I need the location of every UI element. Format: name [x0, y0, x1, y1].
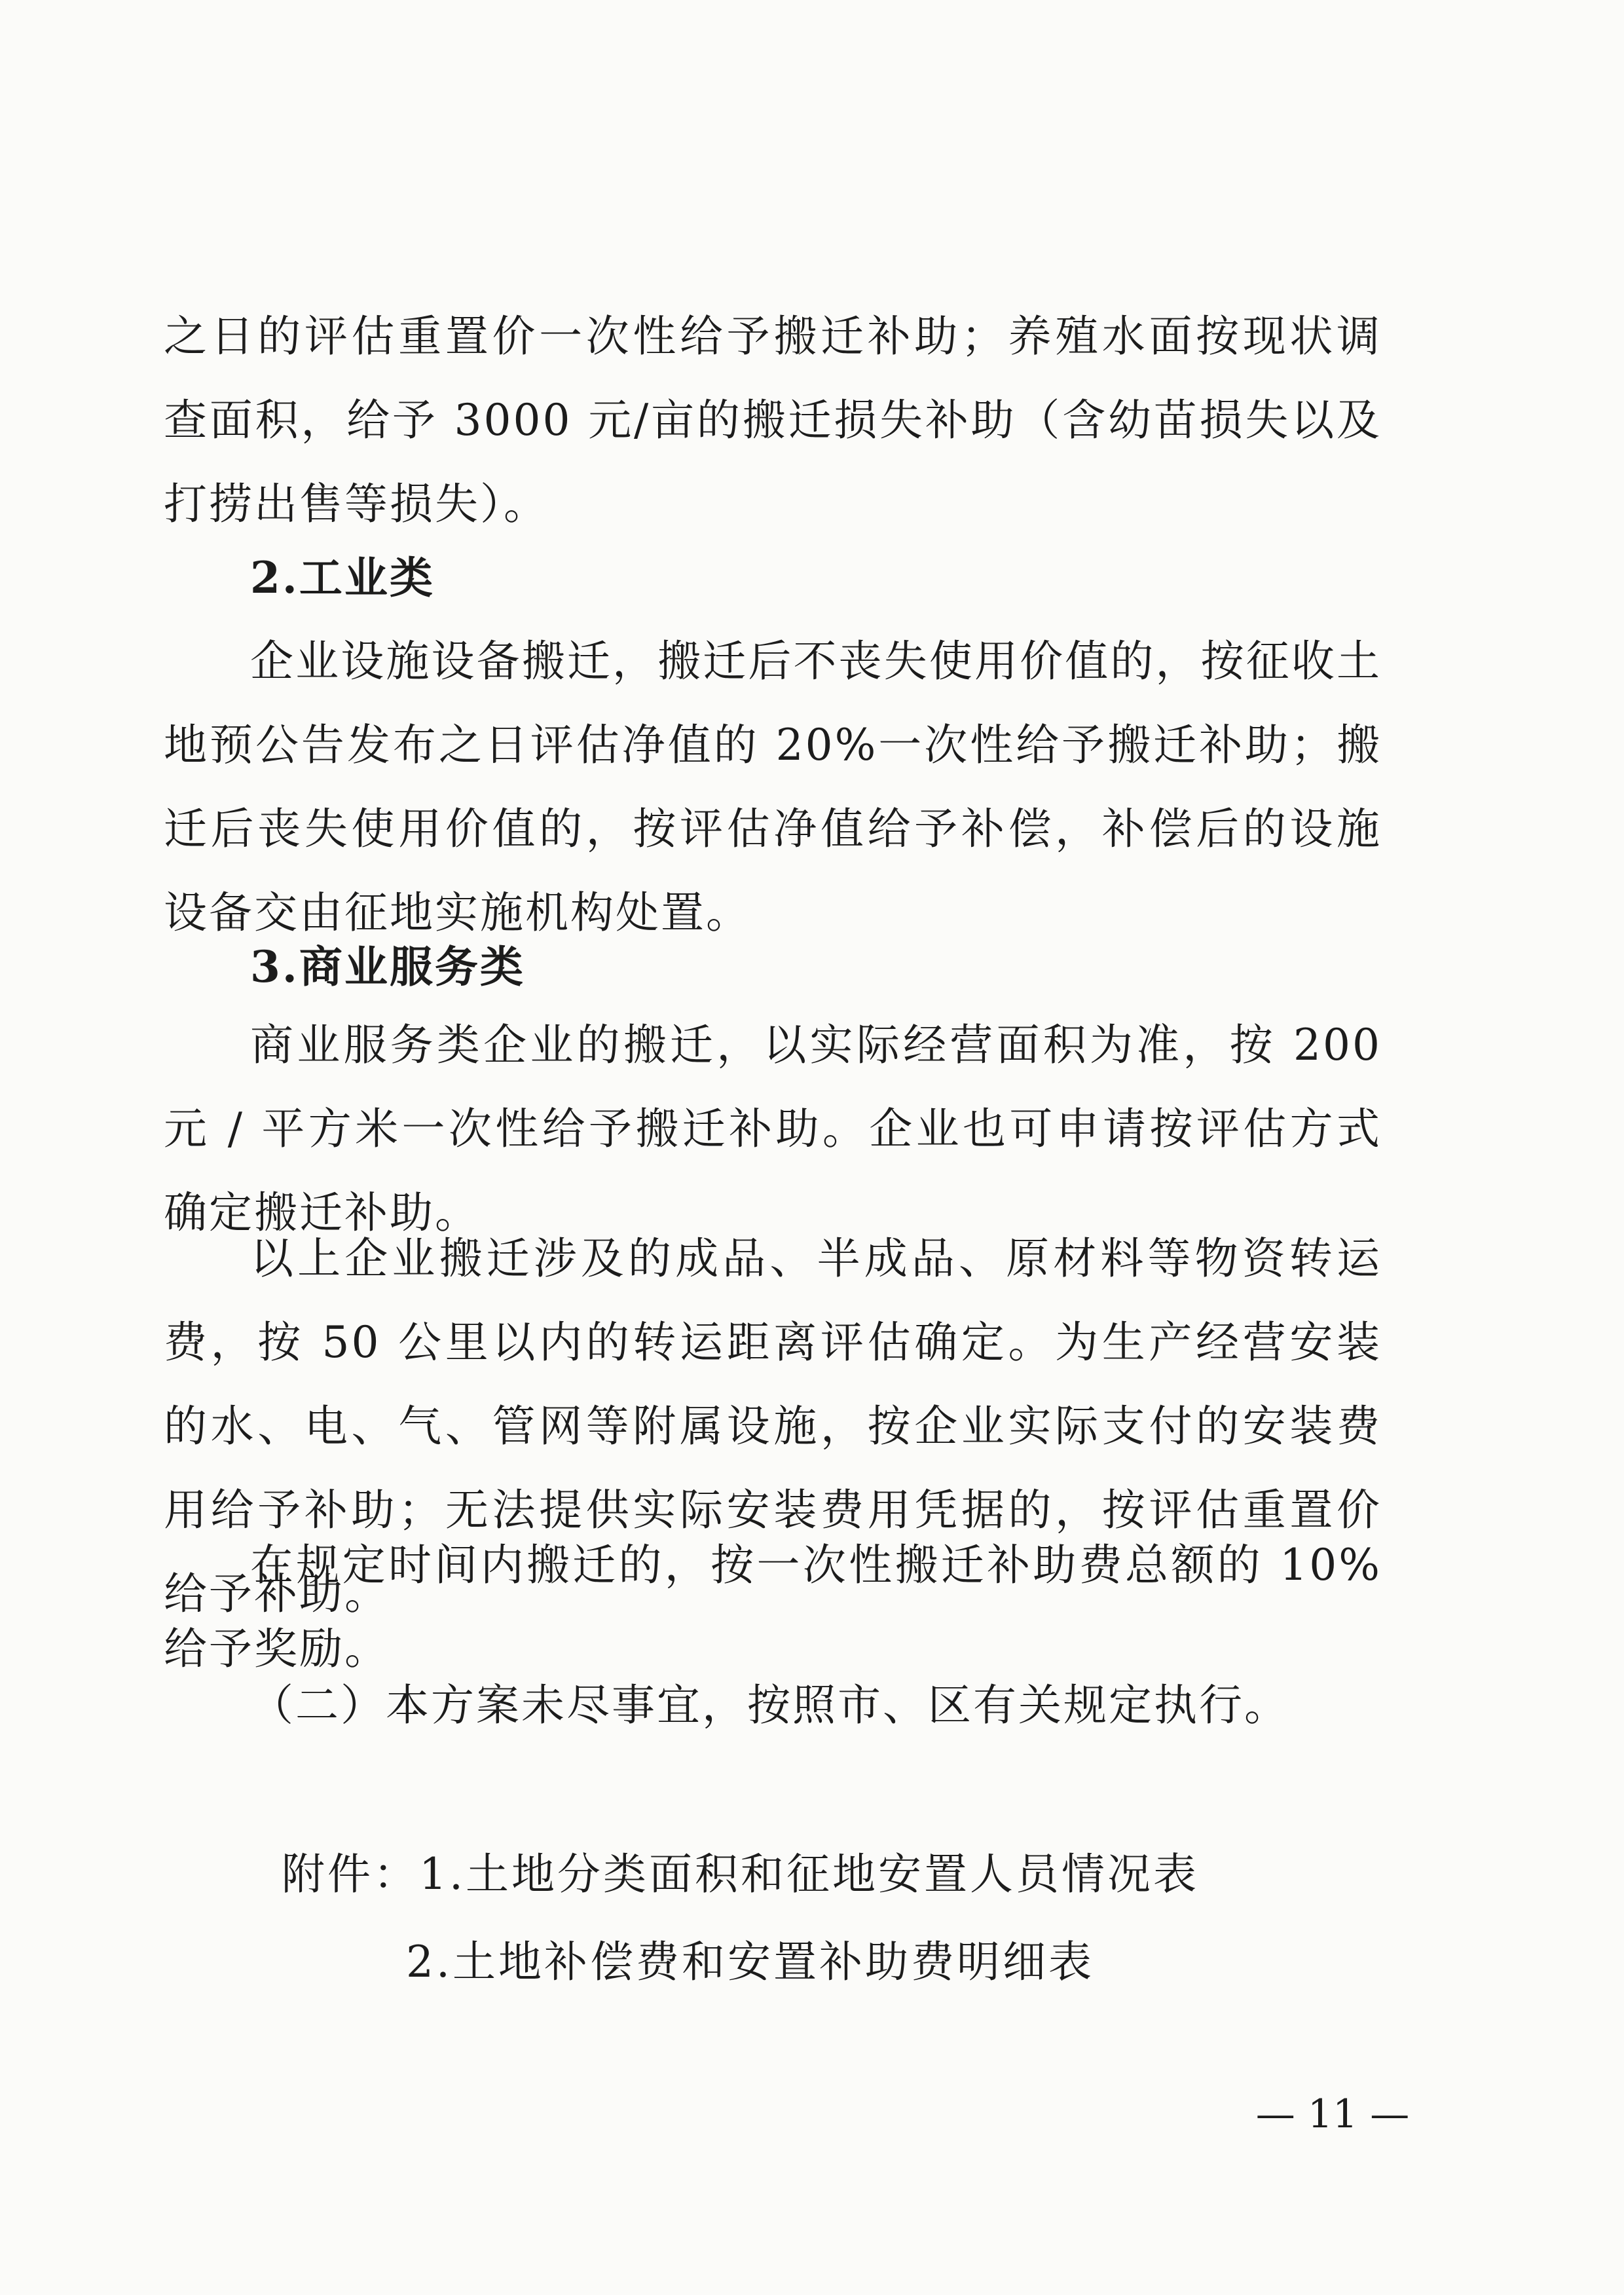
paragraph-2: 企业设施设备搬迁，搬迁后不丧失使用价值的，按征收土地预公告发布之日评估净值的 20%一次性给予搬迁补助；搬迁后丧失使用价值的，按评估净值给予补偿，补偿后的设施设备交由征地实施机构处置。 — [164, 636, 1382, 938]
attachment-item-1: 1.土地分类面积和征地安置人员情况表 — [419, 1849, 1199, 1899]
paragraph-4: 以上企业搬迁涉及的成品、半成品、原材料等物资转运费，按 50 公里以内的转运距离评估确定。为生产经营安装的水、电、气、管网等附属设施，按企业实际支付的安装费用给予补助；无法提供实际安装费用凭据的，按评估重置价给予补助。 — [164, 1233, 1382, 1619]
paragraph-3: 商业服务类企业的搬迁，以实际经营面积为准，按 200 元 / 平方米一次性给予搬迁补助。企业也可申请按评估方式确定搬迁补助。 — [164, 1020, 1382, 1238]
paragraph-6: （二）本方案未尽事宜，按照市、区有关规定执行。 — [250, 1680, 1289, 1730]
heading-commercial: 3.商业服务类 — [250, 941, 525, 992]
page-number: — 11 — — [1255, 2091, 1410, 2137]
paragraph-5: 在规定时间内搬迁的，按一次性搬迁补助费总额的 10%给予奖励。 — [164, 1540, 1382, 1674]
attachment-line-1 — [282, 1833, 1199, 1916]
heading-industrial: 2.工业类 — [250, 552, 435, 603]
paragraph-1: 之日的评估重置价一次性给予搬迁补助；养殖水面按现状调查面积，给予 3000 元/亩的搬迁损失补助（含幼苗损失以及打捞出售等损失）。 — [164, 311, 1382, 529]
attachment-item-2: 2.土地补偿费和安置补助费明细表 — [406, 1937, 1094, 1987]
attachment-label: 附件： — [282, 1849, 419, 1899]
attachment-line-2 — [406, 1920, 1094, 2004]
